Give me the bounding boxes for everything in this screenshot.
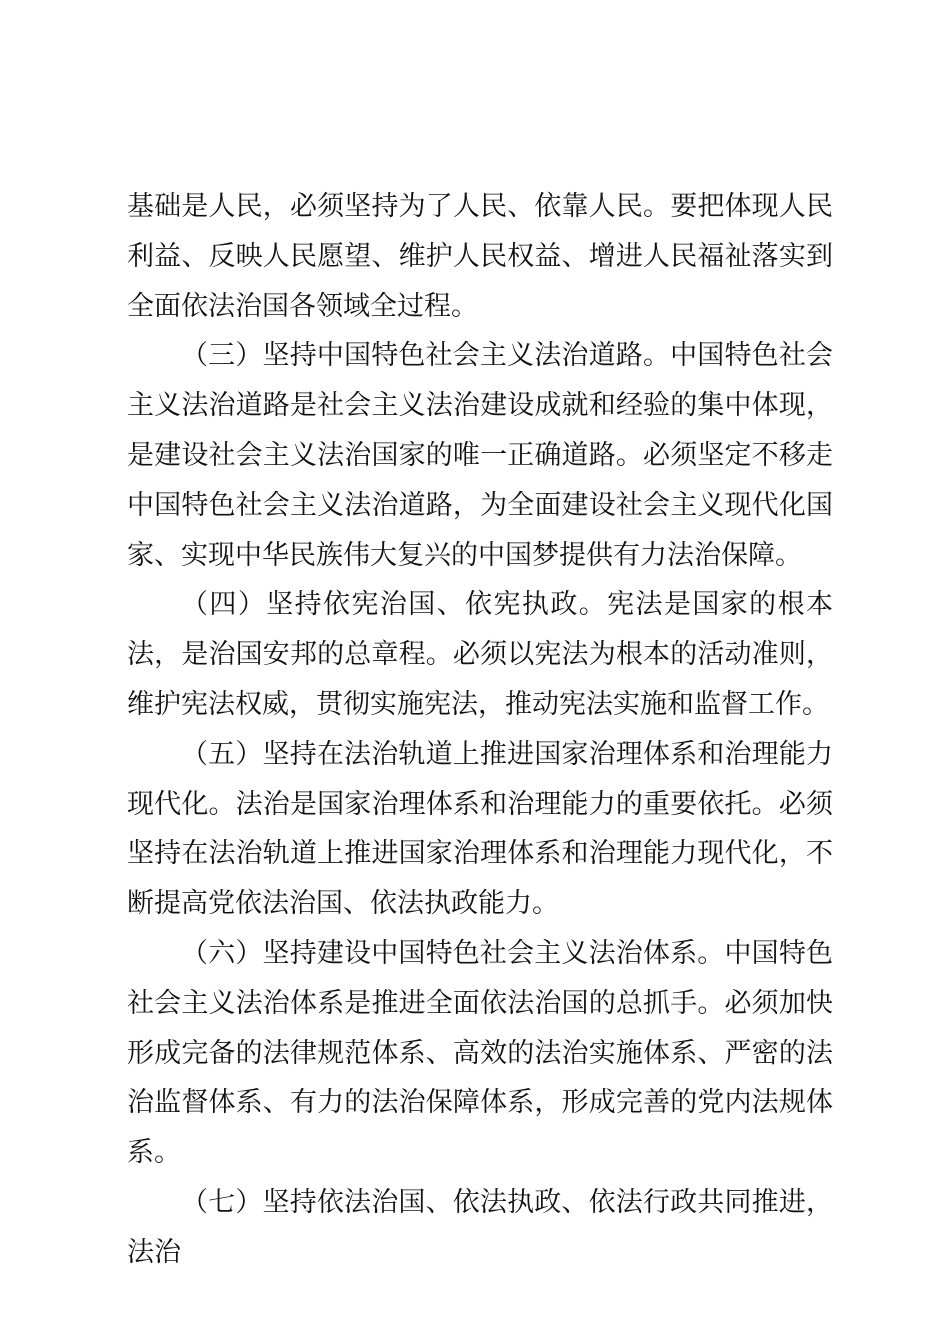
paragraph-item-7: （七）坚持依法治国、依法执政、依法行政共同推进，法治 [127, 1186, 833, 1268]
paragraph-item-5: （五）坚持在法治轨道上推进国家治理体系和治理能力现代化。法治是国家治理体系和治理能力的重要依托。必须坚持在法治轨道上推进国家治理体系和治理能力现代化，不断提高党依法治国、依法执政能力。 [127, 738, 833, 920]
paragraph-continuation: 基础是人民，必须坚持为了人民、依靠人民。要把体现人民利益、反映人民愿望、维护人民权益、增进人民福祉落实到全面依法治国各领域全过程。 [127, 191, 833, 322]
paragraph-item-4: （四）坚持依宪治国、依宪执政。宪法是国家的根本法，是治国安邦的总章程。必须以宪法为根本的活动准则，维护宪法权威，贯彻实施宪法，推动宪法实施和监督工作。 [127, 589, 833, 720]
paragraph-item-6: （六）坚持建设中国特色社会主义法治体系。中国特色社会主义法治体系是推进全面依法治国的总抓手。必须加快形成完备的法律规范体系、高效的法治实施体系、严密的法治监督体系、有力的法治保障体系，形成完善的党内法规体系。 [127, 937, 833, 1169]
paragraph-item-3: （三）坚持中国特色社会主义法治道路。中国特色社会主义法治道路是社会主义法治建设成就和经验的集中体现，是建设社会主义法治国家的唯一正确道路。必须坚定不移走中国特色社会主义法治道路，为全面建设社会主义现代化国家、实现中华民族伟大复兴的中国梦提供有力法治保障。 [127, 340, 833, 571]
document-body [127, 182, 833, 1278]
